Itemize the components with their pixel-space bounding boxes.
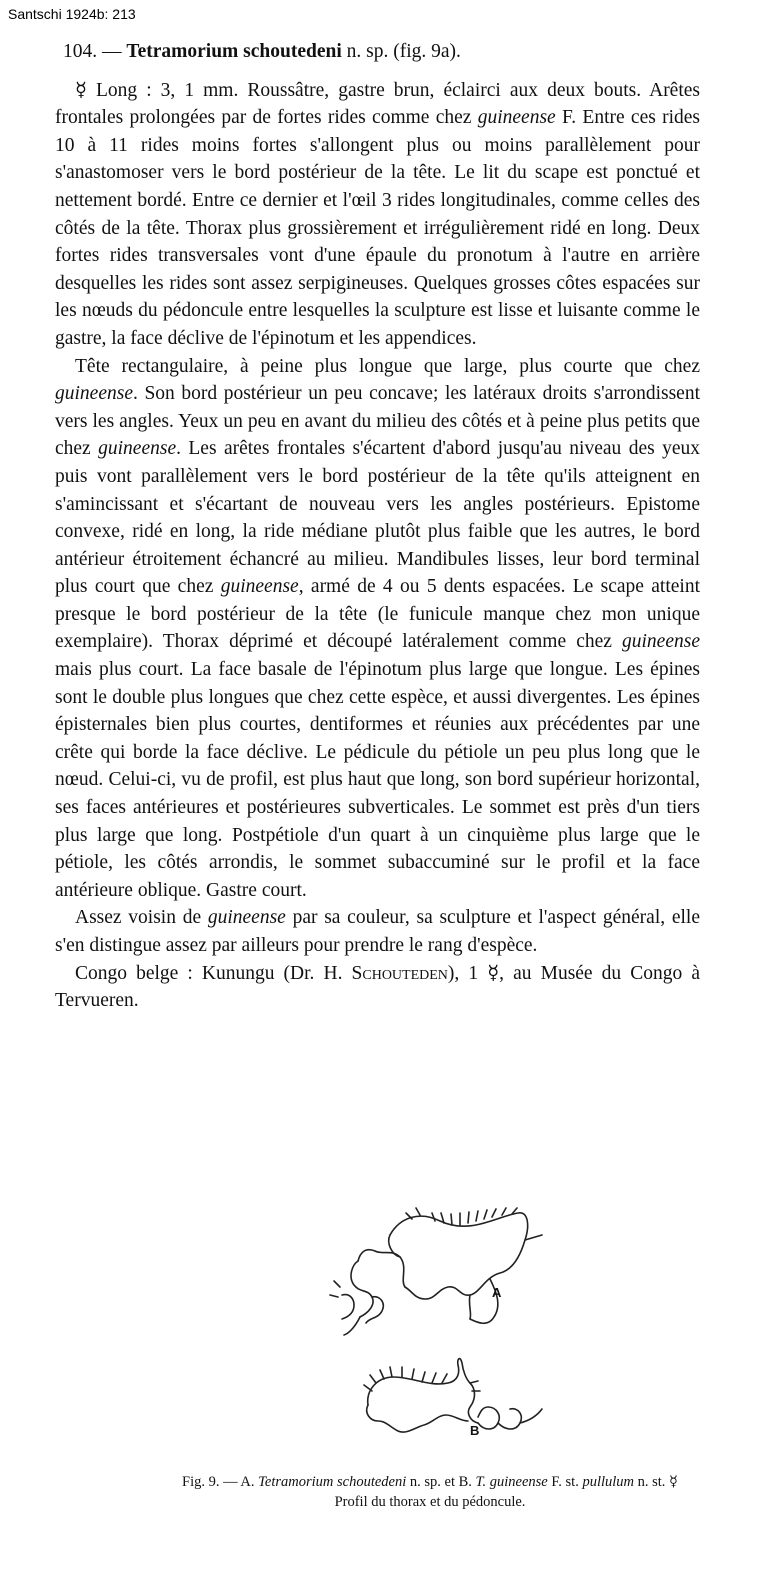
article-body <box>55 38 700 1015</box>
text-run: F. Entre ces rides 10 à 11 rides moins fortes s'allongent plus ou moins parallèlement pour s'anastomoser vers le bord postérieur de la tête. Le lit du scape est ponctué et nettement bordé. Entre ce dernier et l'œil 3 rides longitudinales, comme celles des côtés de la tête. Thorax plus grossièrement et irrégulièrement ridé en long. Deux fortes rides transversales vont d'une épaule du pronotum à l'autre en arrière desquelles les rides sont assez serpigineuses. Quelques grosses côtes espacées sur les nœuds du pédoncule entre lesquelles la sculpture est lisse et luisante comme le gastre, la face déclive de l'épinotum et les appendices. <box>55 107 700 349</box>
morphology-paragraph <box>55 353 700 905</box>
figure-label-a: A <box>492 1285 502 1300</box>
figure-caption <box>170 1472 690 1512</box>
page-reference: Santschi 1924b: 213 <box>8 6 136 22</box>
text-run: ), 1 ☿, au Musée du Congo à Tervueren. <box>55 962 700 1012</box>
text-run: Assez voisin de <box>75 907 208 929</box>
article-title <box>63 38 700 66</box>
description-paragraph <box>55 77 700 353</box>
italic-run: guineense <box>207 907 286 929</box>
italic-run: guineense <box>98 438 177 460</box>
caption-run: n. sp. et B. <box>406 1474 476 1490</box>
text-run: mais plus court. La face basale de l'épinotum plus large que longue. Les épines sont le double plus longues que chez cette espèce, et aussi divergentes. Les épines épisternales bien plus courtes, dentiformes et réunies aux précédentes par une crête qui borde la face déclive. Le pédicule du pétiole un peu plus long que le nœud. Celui-ci, vu de profil, est plus haut que long, son bord supérieur horizontal, ses faces antérieures et postérieures subverticales. Le sommet est près d'un tiers plus large que long. Postpétiole d'un quart à un cinquième plus large que le pétiole, les côtés arrondis, le sommet subaccuminé sur le profil et la face antérieure oblique. Gastre court. <box>55 659 700 901</box>
text-run: . Les arêtes frontales s'écartent d'abord jusqu'au niveau des yeux puis vont parallèlement vers le bord postérieur de la tête qu'ils atteignent en s'amincissant et s'écartant de nouveau vers les angles postérieurs. Epistome convexe, ridé en long, la ride médiane plutôt plus faible que les autres, le bord antérieur étroitement échancré au milieu. Mandibules lisses, leur bord terminal plus court que chez <box>55 438 700 598</box>
caption-italic-run: Tetramorium schoutedeni <box>258 1474 407 1490</box>
text-run: . Son bord postérieur un peu concave; les latéraux droits s'arrondissent vers les angles. Yeux un peu en avant du milieu des côtés et à peine plus petits que chez <box>55 383 700 460</box>
species-name: Tetramorium schoutedeni <box>126 41 342 62</box>
locality-paragraph <box>55 960 700 1015</box>
caption-italic-run: T. guineense <box>475 1474 548 1490</box>
figure-9 <box>320 1195 580 1465</box>
profile-drawings <box>320 1195 580 1465</box>
figure-label-b: B <box>470 1423 480 1438</box>
italic-run: guineense <box>622 631 700 653</box>
text-run: Tête rectangulaire, à peine plus longue que large, plus courte que chez <box>75 355 700 377</box>
italic-run: guineense <box>220 576 299 598</box>
italic-run: guineense <box>477 107 556 129</box>
article-number: 104. — <box>63 41 122 62</box>
caption-run: F. st. <box>547 1474 583 1490</box>
text-run: , armé de 4 ou 5 dents espacées. Le scape atteint presque le bord postérieur de la tête (le funicule manque chez mon unique exemplaire). Thorax déprimé et découpé latéralement comme chez <box>55 576 701 653</box>
text-run: par sa couleur, sa sculpture et l'aspect général, elle s'en distingue assez par ailleurs pour prendre le rang d'espèce. <box>55 907 700 956</box>
text-run: Congo belge : Kunungu (Dr. H. <box>75 962 352 984</box>
small-caps-run: Schouteden <box>351 962 448 984</box>
text-run: ☿ Long : 3, 1 mm. Roussâtre, gastre brun, éclairci aux deux bouts. Arêtes frontales prolongées par de fortes rides comme chez <box>55 79 700 129</box>
italic-run: guineense <box>55 383 133 405</box>
comparison-paragraph <box>55 904 700 959</box>
drawing-a-outline <box>330 1208 542 1335</box>
caption-run: n. st. ☿ Profil du thorax et du pédoncule. <box>334 1474 678 1510</box>
title-suffix: n. sp. (fig. 9a). <box>346 41 461 62</box>
drawing-b-outline <box>364 1359 542 1433</box>
caption-run: Fig. 9. — A. <box>182 1474 259 1490</box>
caption-italic-run: pullulum <box>582 1474 635 1490</box>
